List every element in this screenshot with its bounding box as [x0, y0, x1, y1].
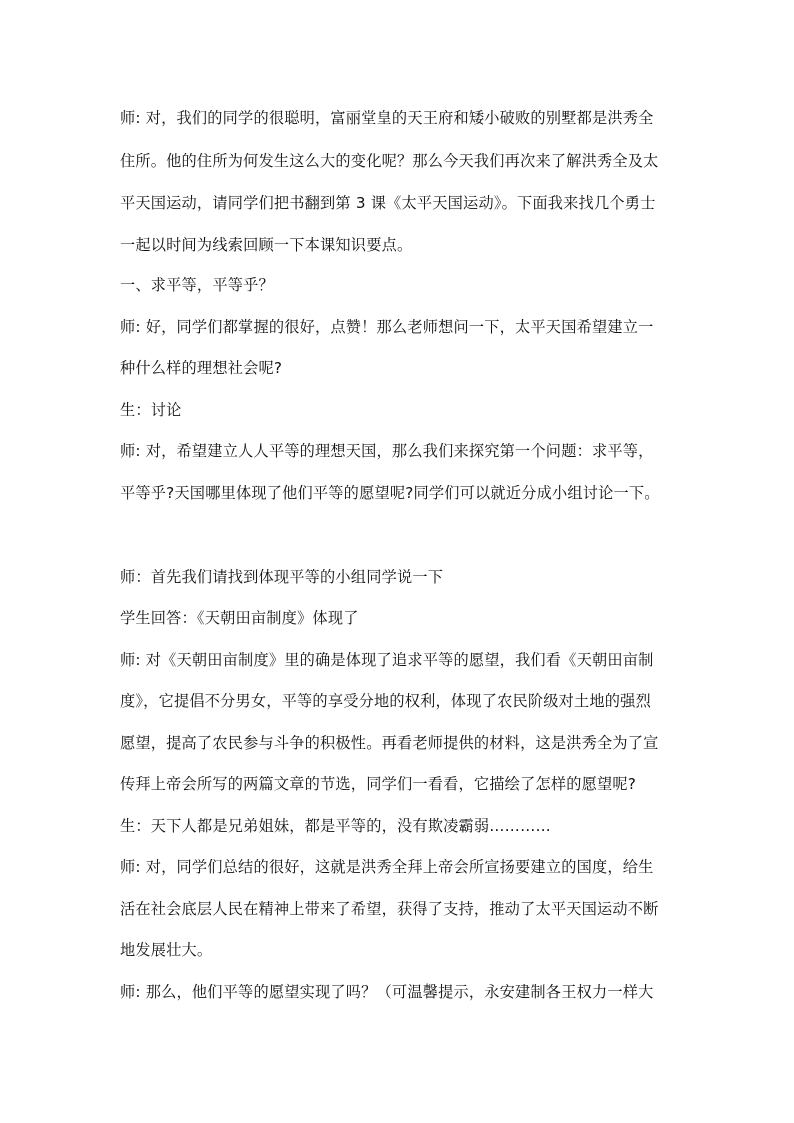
paragraph-line: 师: 那么，他们平等的愿望实现了吗？（可温馨提示，永安建制各王权力一样大 [120, 983, 654, 1001]
paragraph-line: 师: 对，我们的同学的很聪明，富丽堂皇的天王府和矮小破败的别墅都是洪秀全 [120, 109, 654, 127]
paragraph-line: 师: 好，同学们都掌握的很好，点赞！那么老师想问一下，太平天国希望建立一 [120, 318, 654, 336]
paragraph-line: 平天国运动，请同学们把书翻到第 3 课《太平天国运动》。下面我来找几个勇士 [120, 194, 656, 212]
paragraph-line: 师: 对《天朝田亩制度》里的确是体现了追求平等的愿望，我们看《天朝田亩制 [120, 651, 654, 669]
paragraph-line: 师: 对，同学们总结的很好，这就是洪秀全拜上帝会所宣扬要建立的国度，给生 [120, 858, 654, 876]
paragraph-line: 师: 对，希望建立人人平等的理想天国，那么我们来探究第一个问题：求平等， [120, 442, 654, 460]
paragraph-line: 愿望，提高了农民参与斗争的积极性。再看老师提供的材料，这是洪秀全为了宣 [120, 734, 659, 752]
section-heading: 一、求平等，平等乎？ [120, 276, 274, 294]
paragraph-line: 师：首先我们请找到体现平等的小组同学说一下 [120, 568, 444, 586]
paragraph-line: 活在社会底层人民在精神上带来了希望，获得了支持，推动了太平天国运动不断 [120, 900, 659, 918]
paragraph-line: 生：天下人都是兄弟姐妹，都是平等的，没有欺凌霸弱………… [120, 817, 551, 835]
paragraph-line: 一起以时间为线索回顾一下本课知识要点。 [120, 236, 413, 254]
paragraph-line: 住所。他的住所为何发生这么大的变化呢？那么今天我们再次来了解洪秀全及太 [120, 152, 659, 170]
paragraph-line: 度》，它提倡不分男女，平等的享受分地的权利，体现了农民阶级对土地的强烈 [120, 692, 651, 710]
paragraph-line: 平等乎?天国哪里体现了他们平等的愿望呢?同学们可以就近分成小组讨论一下。 [120, 484, 660, 502]
paragraph-line: 地发展壮大。 [120, 941, 213, 959]
paragraph-line: 传拜上帝会所写的两篇文章的节选，同学们一看看，它描绘了怎样的愿望呢? [120, 775, 637, 793]
paragraph-line: 种什么样的理想社会呢? [120, 359, 283, 377]
paragraph-line: 生：讨论 [120, 401, 182, 419]
paragraph-line: 学生回答：《天朝田亩制度》体现了 [120, 609, 359, 627]
